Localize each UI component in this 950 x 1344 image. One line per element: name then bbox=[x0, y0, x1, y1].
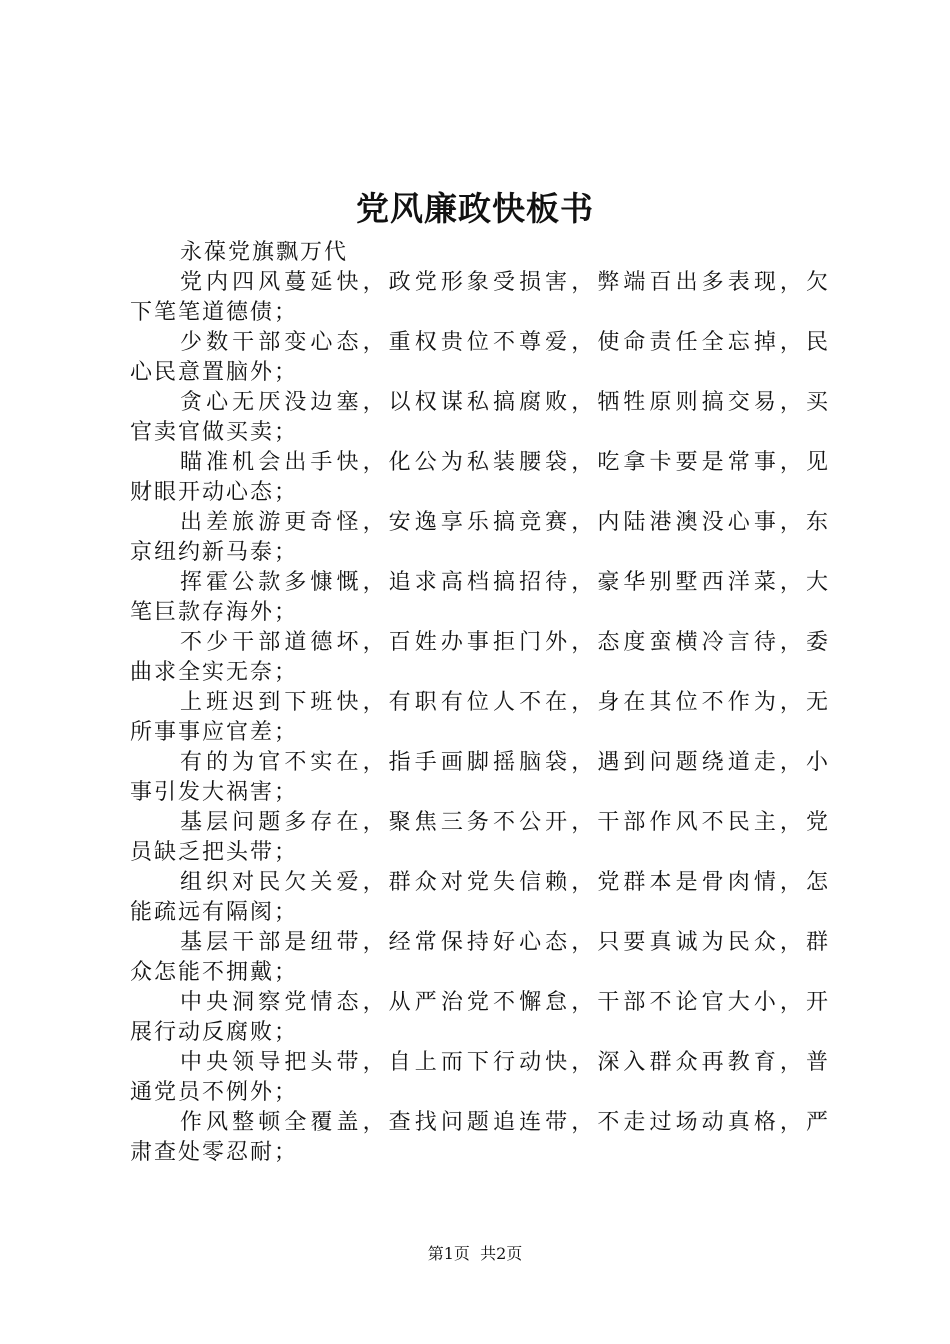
poem-body bbox=[130, 268, 830, 1168]
stanza bbox=[130, 388, 830, 448]
stanza-line: 财眼开动心态； bbox=[130, 480, 299, 505]
stanza-line: 员缺乏把头带； bbox=[130, 840, 299, 865]
stanza bbox=[130, 808, 830, 868]
stanza-line: 组织对民欠关爱，群众对党失信赖，党群本是骨肉情，怎 bbox=[180, 870, 830, 895]
stanza-line: 曲求全实无奈； bbox=[130, 660, 299, 685]
stanza-line: 下笔笔道德债； bbox=[130, 300, 299, 325]
stanza bbox=[130, 688, 830, 748]
stanza-line: 事引发大祸害； bbox=[130, 780, 299, 805]
stanza bbox=[130, 328, 830, 388]
stanza-line: 不少干部道德坏，百姓办事拒门外，态度蛮横冷言待，委 bbox=[180, 630, 830, 655]
stanza-line: 党内四风蔓延快，政党形象受损害，弊端百出多表现，欠 bbox=[180, 270, 830, 295]
stanza bbox=[130, 628, 830, 688]
stanza-line: 瞄准机会出手快，化公为私装腰袋，吃拿卡要是常事，见 bbox=[180, 450, 830, 475]
stanza-line: 有的为官不实在，指手画脚摇脑袋，遇到问题绕道走，小 bbox=[180, 750, 830, 775]
stanza-line: 挥霍公款多慷慨，追求高档搞招待，豪华别墅西洋菜，大 bbox=[180, 570, 830, 595]
page-footer: 第1页 共2页 bbox=[427, 1244, 523, 1263]
stanza-line: 官卖官做买卖； bbox=[130, 420, 299, 445]
stanza-line: 基层干部是纽带，经常保持好心态，只要真诚为民众，群 bbox=[180, 930, 830, 955]
subtitle: 永葆党旗飘万代 bbox=[180, 240, 349, 265]
stanza-line: 众怎能不拥戴； bbox=[130, 960, 299, 985]
stanza-line: 能疏远有隔阂； bbox=[130, 900, 299, 925]
stanza bbox=[130, 868, 830, 928]
stanza-line: 基层问题多存在，聚焦三务不公开，干部作风不民主，党 bbox=[180, 810, 830, 835]
stanza-line: 作风整顿全覆盖，查找问题追连带，不走过场动真格，严 bbox=[180, 1110, 830, 1135]
stanza bbox=[130, 448, 830, 508]
stanza-line: 所事事应官差； bbox=[130, 720, 299, 745]
stanza bbox=[130, 508, 830, 568]
stanza bbox=[130, 748, 830, 808]
stanza-line: 贪心无厌没边塞，以权谋私搞腐败，牺牲原则搞交易，买 bbox=[180, 390, 830, 415]
page-title: 党风廉政快板书 bbox=[356, 189, 594, 228]
stanza-line: 肃查处零忍耐； bbox=[130, 1140, 299, 1165]
stanza-line: 上班迟到下班快，有职有位人不在，身在其位不作为，无 bbox=[180, 690, 830, 715]
stanza-line: 京纽约新马泰； bbox=[130, 540, 299, 565]
stanza bbox=[130, 268, 830, 328]
stanza-line: 通党员不例外； bbox=[130, 1080, 299, 1105]
stanza bbox=[130, 568, 830, 628]
stanza-line: 中央洞察党情态，从严治党不懈怠，干部不论官大小，开 bbox=[180, 990, 830, 1015]
stanza bbox=[130, 928, 830, 988]
stanza bbox=[130, 1108, 830, 1168]
stanza-line: 出差旅游更奇怪，安逸享乐搞竞赛，内陆港澳没心事，东 bbox=[180, 510, 830, 535]
stanza-line: 展行动反腐败； bbox=[130, 1020, 299, 1045]
stanza-line: 笔巨款存海外； bbox=[130, 600, 299, 625]
stanza bbox=[130, 988, 830, 1048]
stanza-line: 少数干部变心态，重权贵位不尊爱，使命责任全忘掉，民 bbox=[180, 330, 830, 355]
stanza bbox=[130, 1048, 830, 1108]
stanza-line: 中央领导把头带，自上而下行动快，深入群众再教育，普 bbox=[180, 1050, 830, 1075]
stanza-line: 心民意置脑外； bbox=[130, 360, 299, 385]
